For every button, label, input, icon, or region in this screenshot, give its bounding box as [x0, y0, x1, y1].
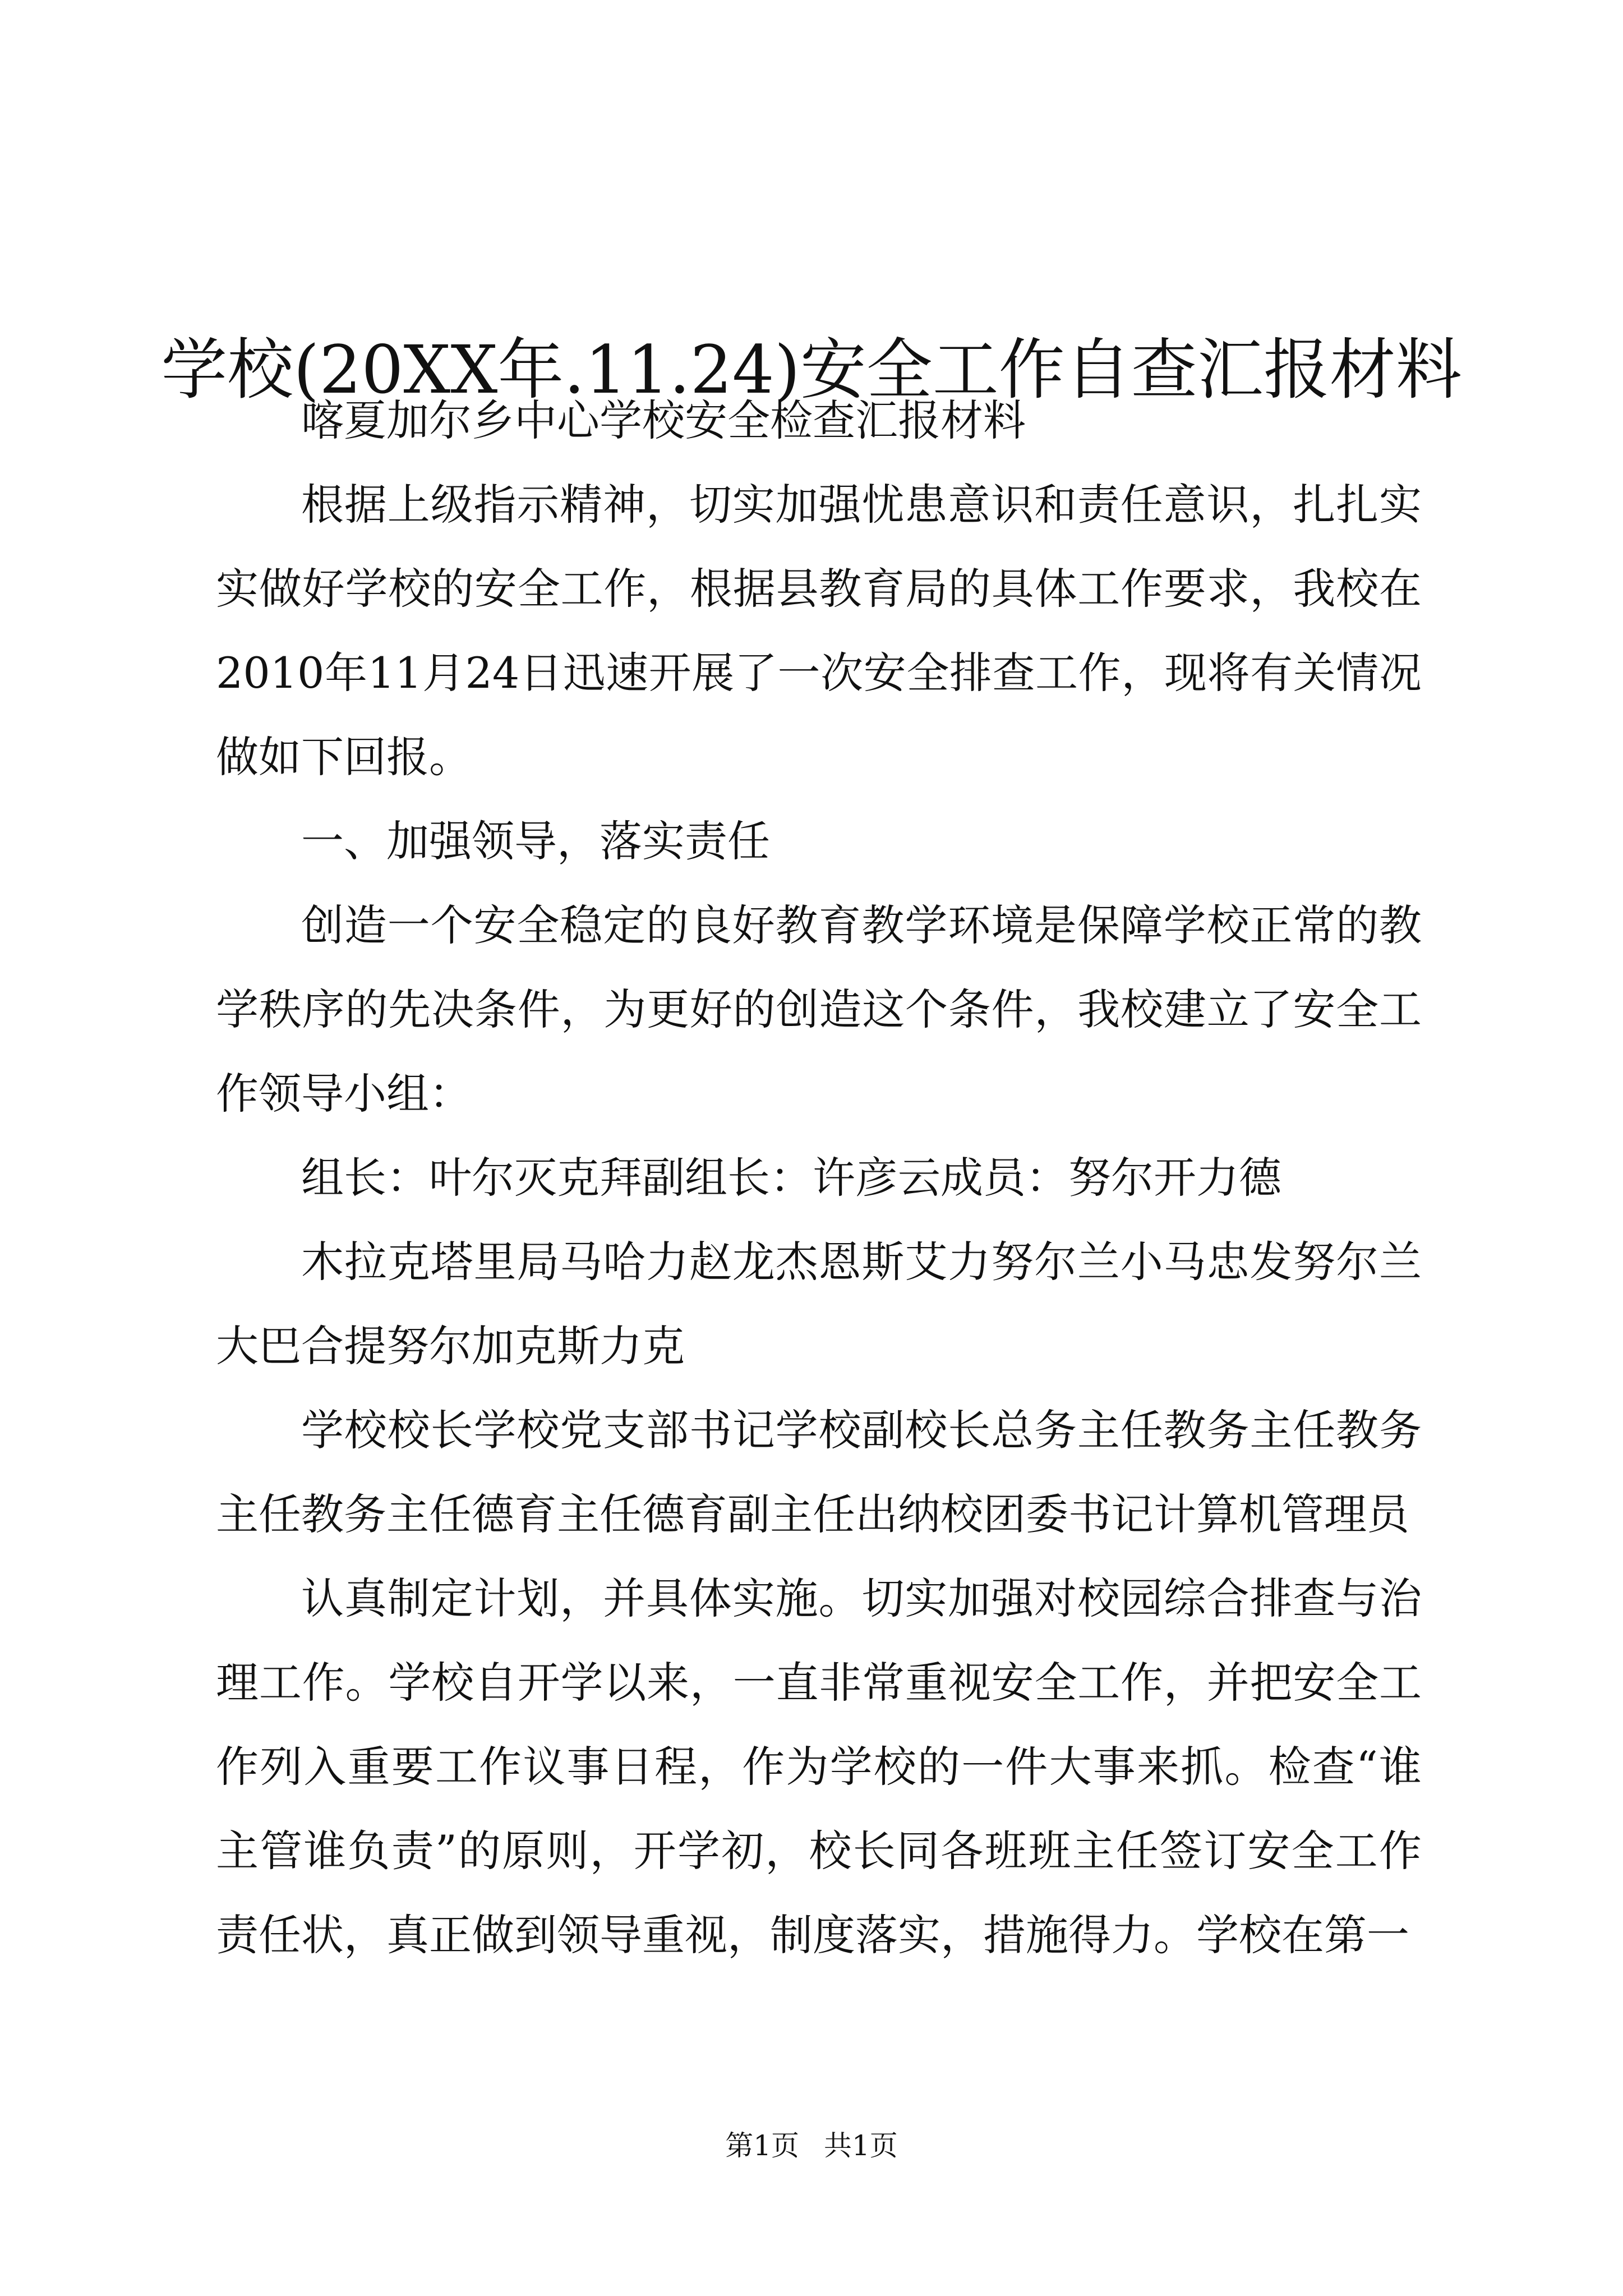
page-footer [0, 2126, 1623, 2165]
paragraph-subtitle: 喀夏加尔乡中心学校安全检查汇报材料 [301, 395, 1026, 445]
paragraph-members: 木拉克塔里局马哈力赵龙杰恩斯艾力努尔兰小马忠发努尔兰大巴合提努尔加克斯力克 [216, 1237, 1422, 1371]
document-body [216, 379, 1422, 1977]
paragraph-plan: 认真制定计划，并具体实施。切实加强对校园综合排查与治理工作。学校自开学以来，一直非常重视安全工作，并把安全工作列入重要工作议事日程，作为学校的一件大事来抓。检查“谁主管谁负责”的原则，开学初，校长同各班班主任签订安全工作责任状，真正做到领导重视，制度落实，措施得力。学校在第一 [216, 1573, 1422, 1960]
document-title: 学校(20XX年.11.24)安全工作自查汇报材料 [161, 331, 1462, 409]
paragraph-leaders: 组长：叶尔灭克拜副组长：许彦云成员：努尔开力德 [301, 1153, 1281, 1203]
section-heading: 一、加强领导，落实责任 [301, 816, 770, 866]
paragraph-environment: 创造一个安全稳定的良好教育教学环境是保障学校正常的教学秩序的先决条件，为更好的创造这个条件，我校建立了安全工作领导小组： [216, 900, 1422, 1119]
page-number: 第1页 [725, 2129, 800, 2162]
paragraph-positions: 学校校长学校党支部书记学校副校长总务主任教务主任教务主任教务主任德育主任德育副主任出纳校团委书记计算机管理员 [216, 1405, 1422, 1539]
paragraph-intro: 根据上级指示精神，切实加强忧患意识和责任意识，扎扎实实做好学校的安全工作，根据县教育局的具体工作要求，我校在2010年11月24日迅速开展了一次安全排查工作，现将有关情况做如下回报。 [216, 480, 1422, 782]
page-total: 共1页 [823, 2129, 898, 2162]
